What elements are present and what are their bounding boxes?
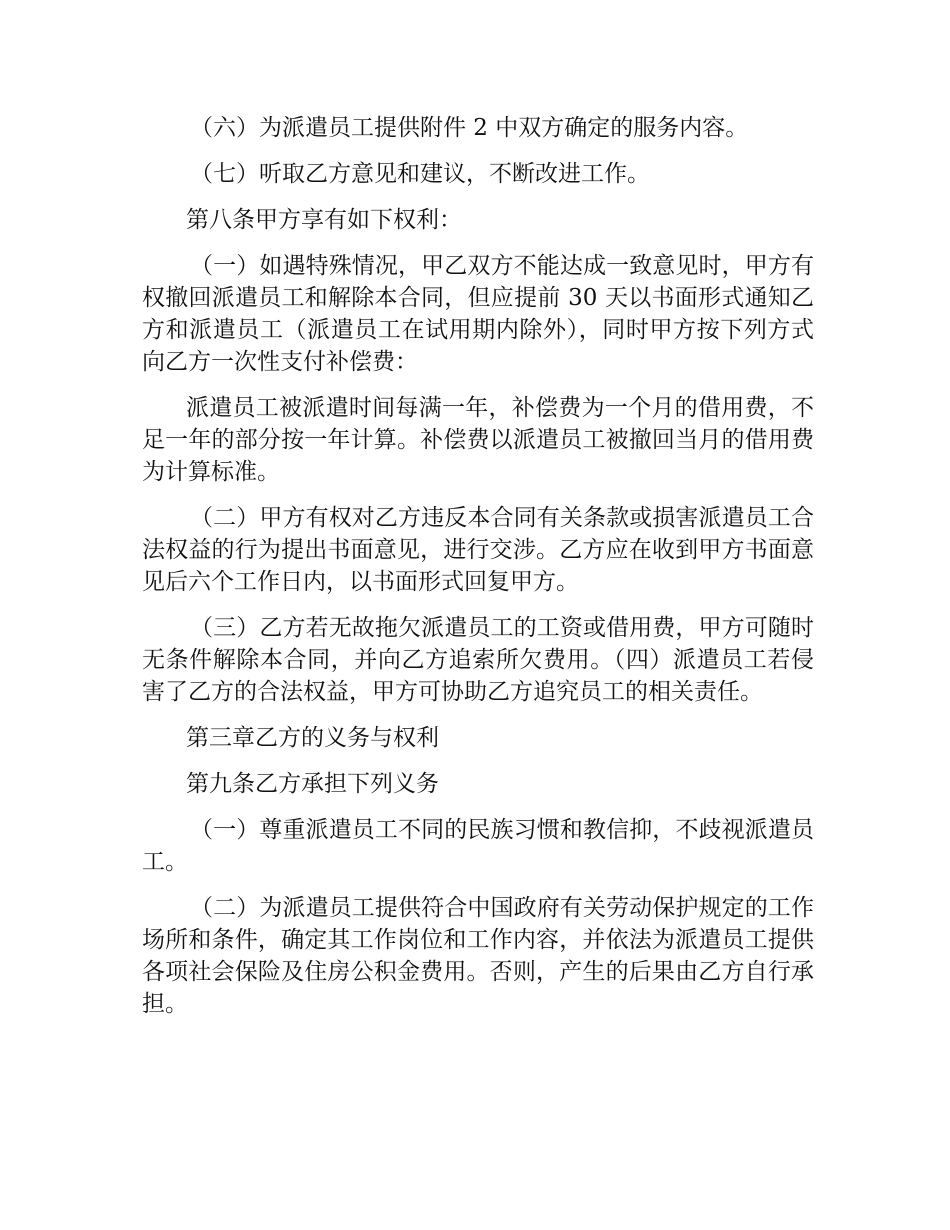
paragraph-duty-1-respect: （一）尊重派遣员工不同的民族习惯和教信抑，不歧视派遣员工。 xyxy=(142,817,814,875)
paragraph-compensation-rule: 派遣员工被派遣时间每满一年，补偿费为一个月的借用费，不足一年的部分按一年计算。补偿费以派遣员工被撤回当月的借用费为计算标准。 xyxy=(142,395,814,485)
document-body xyxy=(142,112,814,1034)
article-8-heading: 第八条甲方享有如下权利： xyxy=(186,207,462,233)
paragraph-item-6-service: （六）为派遣员工提供附件 2 中双方确定的服务内容。 xyxy=(190,115,749,141)
article-9-heading: 第九条乙方承担下列义务 xyxy=(186,771,439,797)
paragraph-right-2-objection: （二）甲方有权对乙方违反本合同有关条款或损害派遣员工合法权益的行为提出书面意见，进行交涉。乙方应在收到甲方书面意见后六个工作日内，以书面形式回复甲方。 xyxy=(142,505,814,595)
paragraph-right-1-recall: （一）如遇特殊情况，甲乙双方不能达成一致意见时，甲方有权撤回派遣员工和解除本合同，但应提前 30 天以书面形式通知乙方和派遣员工（派遣员工在试用期内除外），同时甲方按下列方式向乙方一次性支付补偿费： xyxy=(142,253,814,375)
paragraph-duty-2-workplace: （二）为派遣员工提供符合中国政府有关劳动保护规定的工作场所和条件，确定其工作岗位和工作内容，并依法为派遣员工提供各项社会保险及住房公积金费用。否则，产生的后果由乙方自行承担。 xyxy=(142,895,814,1017)
paragraph-right-3-4-termination: （三）乙方若无故拖欠派遣员工的工资或借用费，甲方可随时无条件解除本合同，并向乙方追索所欠费用。（四）派遣员工若侵害了乙方的合法权益，甲方可协助乙方追究员工的相关责任。 xyxy=(142,615,814,705)
chapter-3-heading: 第三章乙方的义务与权利 xyxy=(186,725,439,751)
paragraph-item-7-feedback: （七）听取乙方意见和建议，不断改进工作。 xyxy=(190,161,650,187)
